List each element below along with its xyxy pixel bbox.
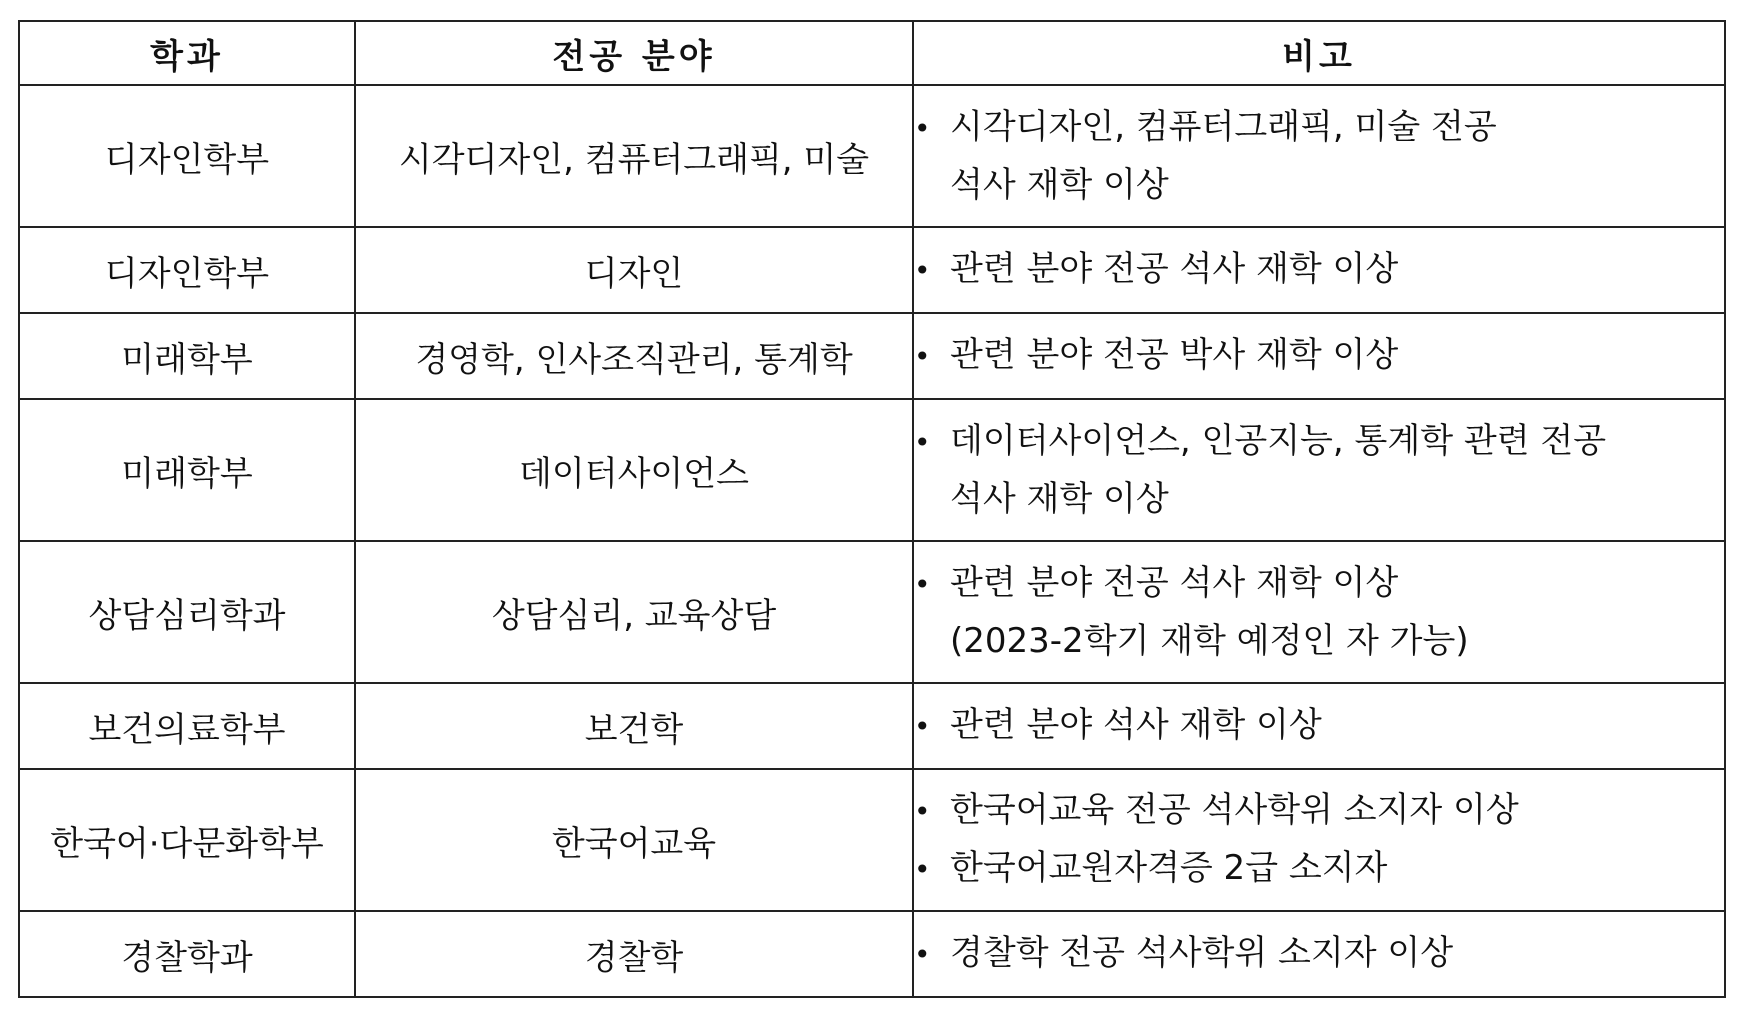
header-major-field: 전공 분야 [355,21,913,85]
remark-line [914,327,1724,385]
major-field-cell: 한국어교육 [355,769,913,911]
remark-line [914,782,1724,840]
remarks-cell [913,911,1725,997]
remarks-cell [913,399,1725,541]
remark-text: 관련 분야 전공 석사 재학 이상 [950,563,1399,603]
remark-text: 한국어교원자격증 2급 소지자 [950,848,1388,888]
department-cell: 상담심리학과 [19,541,355,683]
remark-line [914,840,1724,898]
remark-line [914,613,1724,669]
remark-text: 석사 재학 이상 [950,165,1169,205]
remark-line [914,157,1724,213]
table-row [19,911,1725,997]
department-cell: 경찰학과 [19,911,355,997]
table-row [19,85,1725,227]
remarks-cell [913,683,1725,769]
major-field-cell: 데이터사이언스 [355,399,913,541]
major-field-cell: 상담심리, 교육상담 [355,541,913,683]
header-remarks: 비고 [913,21,1725,85]
remark-text: 관련 분야 전공 박사 재학 이상 [950,335,1399,375]
major-field-cell: 디자인 [355,227,913,313]
remark-line [914,471,1724,527]
bullet-icon: • [914,795,931,828]
remark-line [914,925,1724,983]
department-cell: 미래학부 [19,313,355,399]
remark-line [914,555,1724,613]
remark-text: 한국어교육 전공 석사학위 소지자 이상 [950,790,1519,830]
table-row [19,399,1725,541]
remark-text: 경찰학 전공 석사학위 소지자 이상 [950,933,1454,973]
remarks-cell [913,769,1725,911]
remarks-cell [913,313,1725,399]
table-row [19,683,1725,769]
requirements-table [18,20,1726,998]
table-row [19,541,1725,683]
table-row [19,227,1725,313]
bullet-icon: • [914,340,931,373]
remark-text: (2023-2학기 재학 예정인 자 가능) [950,621,1469,661]
department-cell: 보건의료학부 [19,683,355,769]
bullet-icon: • [914,568,931,601]
remark-text: 석사 재학 이상 [950,479,1169,519]
header-department: 학과 [19,21,355,85]
remark-text: 데이터사이언스, 인공지능, 통계학 관련 전공 [950,421,1607,461]
department-cell: 디자인학부 [19,227,355,313]
remarks-cell [913,541,1725,683]
table-row [19,313,1725,399]
department-cell: 미래학부 [19,399,355,541]
remarks-cell [913,227,1725,313]
remark-line [914,99,1724,157]
bullet-icon: • [914,254,931,287]
remark-text: 시각디자인, 컴퓨터그래픽, 미술 전공 [950,107,1497,147]
major-field-cell: 시각디자인, 컴퓨터그래픽, 미술 [355,85,913,227]
table-row [19,769,1725,911]
remark-line [914,697,1724,755]
remarks-cell [913,85,1725,227]
major-field-cell: 보건학 [355,683,913,769]
remark-line [914,413,1724,471]
department-cell: 한국어·다문화학부 [19,769,355,911]
remark-line [914,241,1724,299]
remark-text: 관련 분야 전공 석사 재학 이상 [950,249,1399,289]
bullet-icon: • [914,112,931,145]
major-field-cell: 경찰학 [355,911,913,997]
bullet-icon: • [914,710,931,743]
bullet-icon: • [914,938,931,971]
bullet-icon: • [914,853,931,886]
bullet-icon: • [914,426,931,459]
table-header-row [19,21,1725,85]
department-cell: 디자인학부 [19,85,355,227]
remark-text: 관련 분야 석사 재학 이상 [950,705,1322,745]
major-field-cell: 경영학, 인사조직관리, 통계학 [355,313,913,399]
